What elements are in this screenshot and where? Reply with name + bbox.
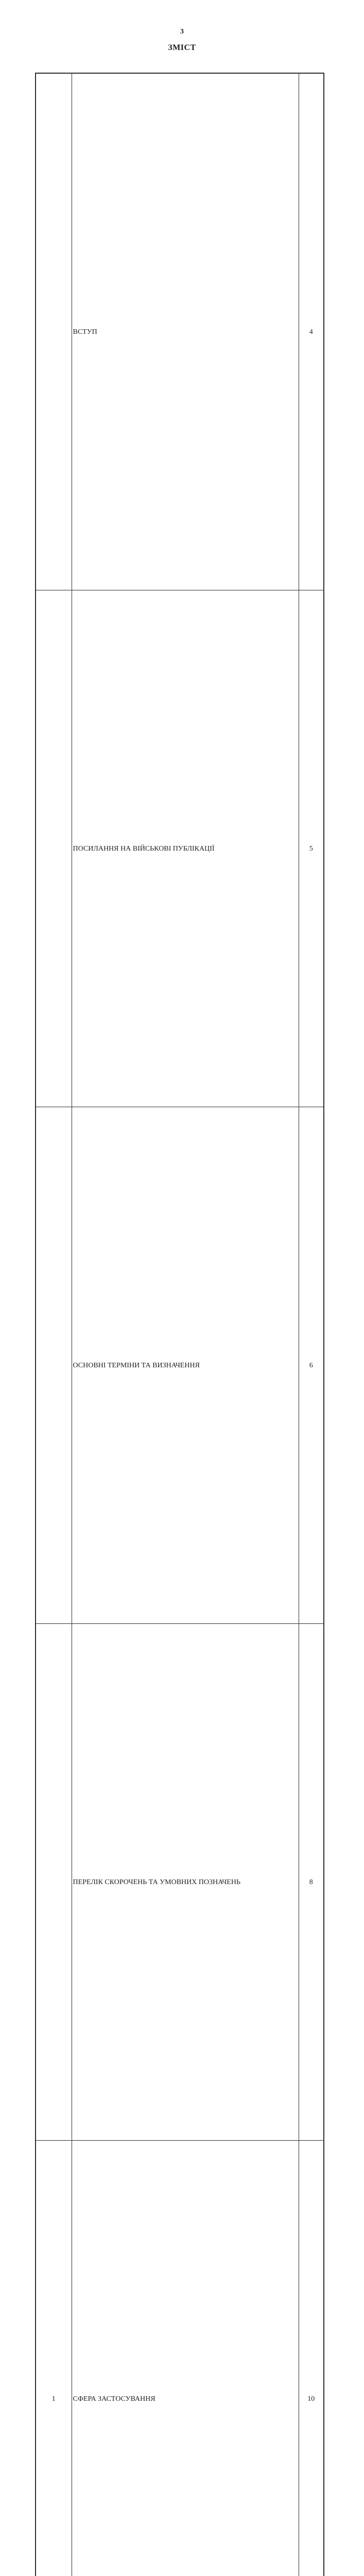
row-number-cell: 1 [36,2141,72,2576]
row-number-cell [36,1107,72,1624]
page-number: 3 [0,28,364,36]
document-page [0,0,364,515]
toc-row [36,1624,324,2141]
toc-row [36,1107,324,1624]
row-number-cell [36,73,72,590]
row-page-cell: 5 [299,590,324,1107]
row-title-cell: ПЕРЕЛІК СКОРОЧЕНЬ ТА УМОВНИХ ПОЗНАЧЕНЬ [72,1624,299,2141]
page-title: ЗМІСТ [0,43,364,53]
row-page-cell: 8 [299,1624,324,2141]
row-number-cell [36,590,72,1107]
row-title-cell: ОСНОВНІ ТЕРМІНИ ТА ВИЗНАЧЕННЯ [72,1107,299,1624]
toc-row [36,73,324,590]
toc-table-body [36,73,324,2576]
row-page-cell: 4 [299,73,324,590]
row-title-cell: ВСТУП [72,73,299,590]
row-title-cell: ПОСИЛАННЯ НА ВІЙСЬКОВІ ПУБЛІКАЦІЇ [72,590,299,1107]
toc-table [35,73,324,2576]
toc-container [35,73,323,2576]
row-page-cell: 6 [299,1107,324,1624]
toc-row [36,2141,324,2576]
row-page-cell: 10 [299,2141,324,2576]
toc-row [36,590,324,1107]
row-number-cell [36,1624,72,2141]
row-title-cell: СФЕРА ЗАСТОСУВАННЯ [72,2141,299,2576]
